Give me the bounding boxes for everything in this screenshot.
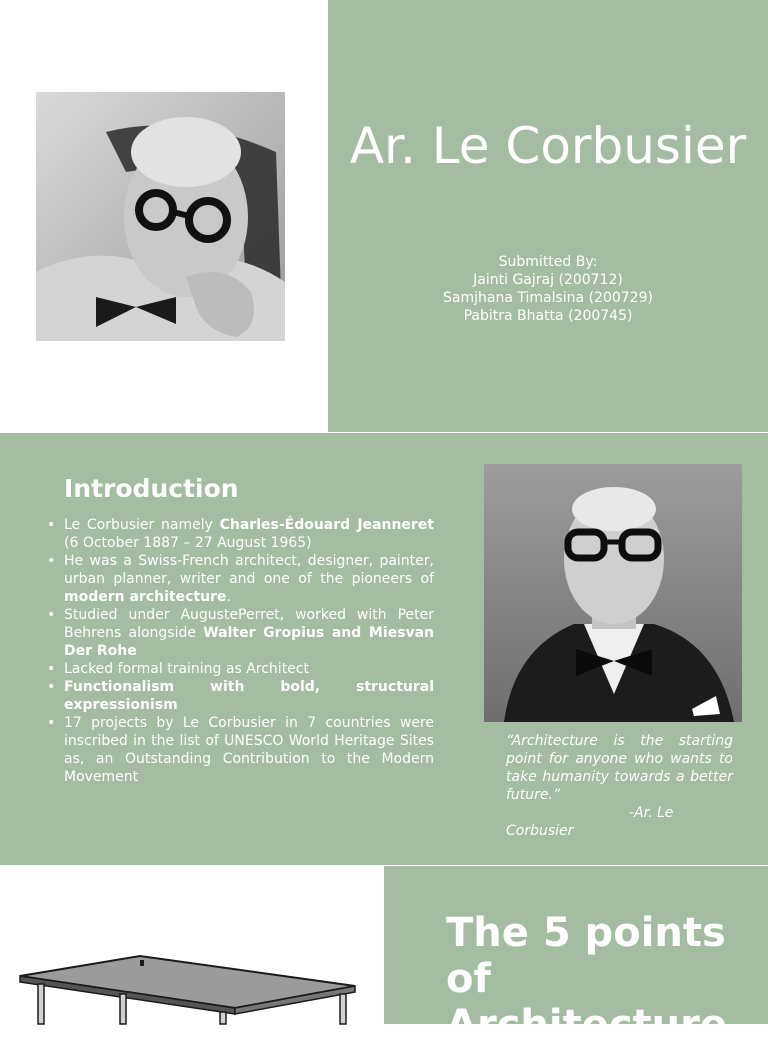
submitted-by-label: Submitted By:: [498, 254, 598, 270]
quote-attribution-line: Corbusier: [506, 823, 574, 839]
member-name: Samjhana Timalsina (200729): [443, 290, 653, 306]
presentation-title: Ar. Le Corbusier: [349, 117, 747, 175]
slide-introduction: [0, 433, 768, 865]
submitted-by-block: [328, 253, 768, 325]
member-name: Pabitra Bhatta (200745): [463, 308, 633, 324]
bullet-item: • Le Corbusier namely Charles-Édouard Jeanneret (6 October 1887 – 27 August 1965): [64, 516, 434, 552]
bullet-item: • Functionalism with bold, structural expressionism: [64, 678, 434, 714]
slide-title: [0, 0, 768, 432]
bullet-item: • He was a Swiss-French architect, designer, painter, urban planner, writer and one of the pioneers of modern architecture.: [64, 552, 434, 606]
quote-text: “Architecture is the starting point for anyone who wants to take humanity towards a better future.”: [506, 733, 733, 803]
architecture-sketch: [10, 946, 370, 1024]
introduction-heading: Introduction: [64, 474, 239, 503]
member-name: Jainti Gajraj (200712): [473, 272, 623, 288]
five-points-title: The 5 points of Architecture: [446, 910, 727, 1048]
quote-attribution-line: -Ar. Le: [629, 805, 674, 821]
portrait-photo-2: [484, 464, 742, 722]
title-panel: [328, 0, 768, 432]
portrait-photo-1: [36, 92, 285, 341]
bullet-item: • Studied under AugustePerret, worked with Peter Behrens alongside Walter Gropius and Miesvan Der Rohe: [64, 606, 434, 660]
slide-five-points: [0, 866, 768, 1048]
bullet-item: • Lacked formal training as Architect: [64, 660, 434, 678]
bullet-item: • 17 projects by Le Corbusier in 7 countries were inscribed in the list of UNESCO World Heritage Sites as, an Outstanding Contribution to the Modern Movement: [64, 714, 434, 786]
introduction-bullet-list: [64, 516, 434, 786]
quote-attribution: [506, 804, 733, 840]
